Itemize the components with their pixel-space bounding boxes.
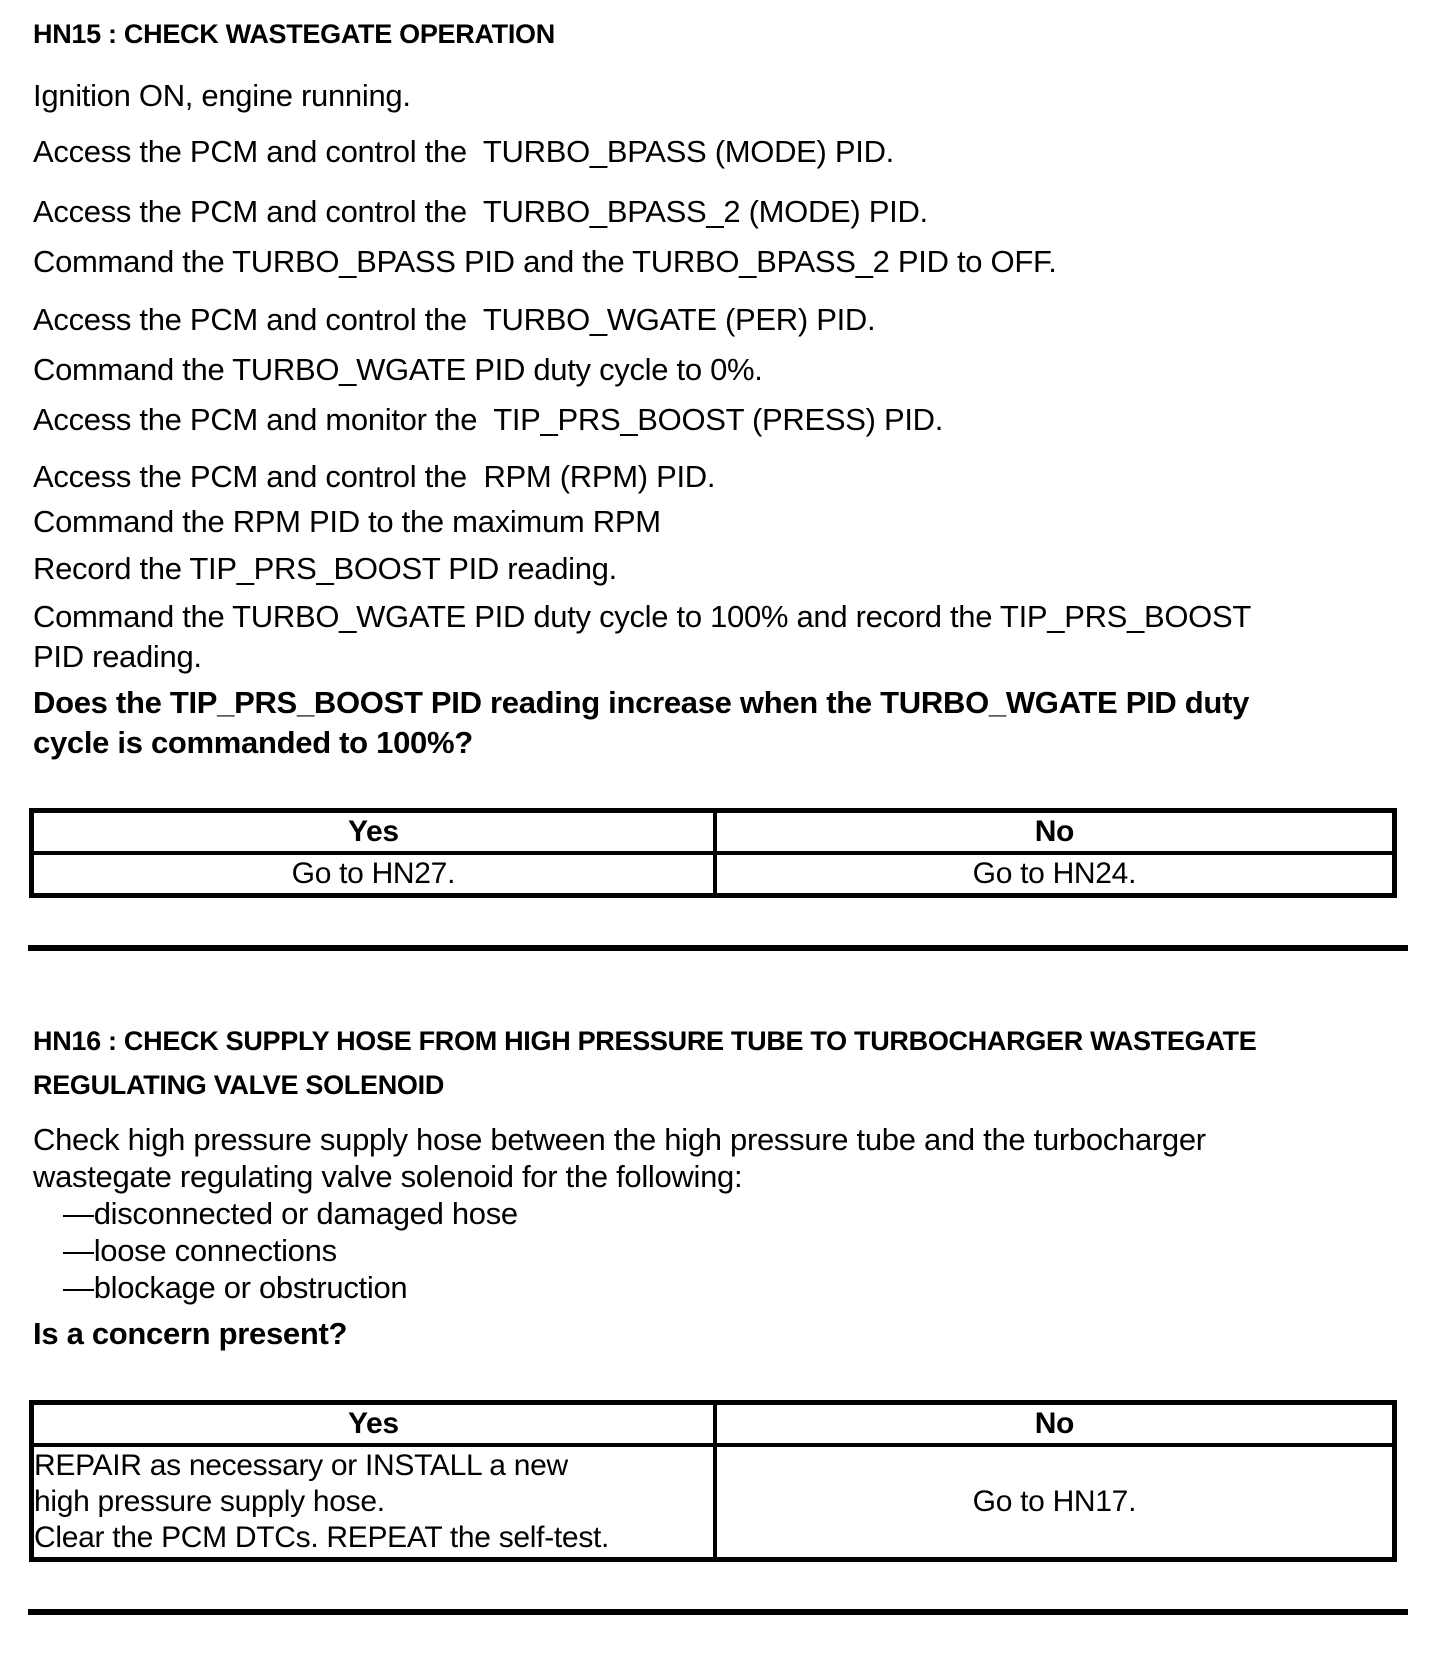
decision-table-action-row [32,1445,1395,1560]
inspection-checklist [0,1195,1456,1306]
hn16-decision-table [29,1400,1397,1562]
procedure-step: Command the TURBO_WGATE PID duty cycle to 100% and record the TIP_PRS_BOOST [33,599,1252,634]
instruction-line: Check high pressure supply hose between the high pressure tube and the turbocharger [33,1122,1206,1157]
hn15-decision-table [29,808,1397,898]
procedure-step: Command the TURBO_WGATE PID duty cycle to 0%. [33,352,763,387]
no-column-header: No [715,811,1395,854]
no-action-cell: Go to HN17. [715,1445,1395,1560]
section-title-line: REGULATING VALVE SOLENOID [33,1070,445,1100]
yes-column-header: Yes [32,811,715,854]
decision-table-header-row [32,1403,1395,1446]
decision-table-action-row [32,853,1395,896]
section-divider-rule [28,945,1408,951]
checklist-item: —disconnected or damaged hose [63,1196,518,1231]
instruction-line: wastegate regulating valve solenoid for the following: [33,1159,743,1194]
procedure-step: Access the PCM and monitor the TIP_PRS_BOOST (PRESS) PID. [33,402,944,437]
procedure-step: Record the TIP_PRS_BOOST PID reading. [33,551,617,586]
yes-action-cell: Go to HN27. [32,853,715,896]
decision-table-header-row [32,811,1395,854]
procedure-step: Ignition ON, engine running. [33,78,411,113]
no-column-header: No [715,1403,1395,1446]
procedure-step: Access the PCM and control the TURBO_BPASS_2 (MODE) PID. [33,194,928,229]
hn16-decision-question: Is a concern present? [33,1316,348,1351]
hn15-section-title: HN15 : CHECK WASTEGATE OPERATION [33,19,555,49]
procedure-step: Access the PCM and control the TURBO_BPASS (MODE) PID. [33,134,894,169]
procedure-step: Command the TURBO_BPASS PID and the TURBO_BPASS_2 PID to OFF. [33,244,1057,279]
action-line: high pressure supply hose. [34,1485,385,1518]
section-title-line: HN16 : CHECK SUPPLY HOSE FROM HIGH PRESSURE TUBE TO TURBOCHARGER WASTEGATE [33,1026,1257,1056]
question-line: Does the TIP_PRS_BOOST PID reading increase when the TURBO_WGATE PID duty [33,685,1250,720]
hn16-section-title [33,1019,1456,1107]
checklist-item: —loose connections [63,1233,337,1268]
action-line: Clear the PCM DTCs. REPEAT the self-test. [34,1521,610,1554]
procedure-step: Access the PCM and control the RPM (RPM) PID. [33,459,716,494]
question-line: cycle is commanded to 100%? [33,725,473,760]
yes-column-header: Yes [32,1403,715,1446]
no-action-cell: Go to HN24. [715,853,1395,896]
procedure-step: Access the PCM and control the TURBO_WGATE (PER) PID. [33,302,876,337]
yes-action-cell [32,1445,715,1560]
procedure-step: Command the RPM PID to the maximum RPM [33,504,661,539]
checklist-item: —blockage or obstruction [63,1270,408,1305]
hn15-decision-question [0,683,1456,763]
action-line: REPAIR as necessary or INSTALL a new [34,1449,568,1482]
procedure-step-continuation: PID reading. [33,639,202,674]
section-divider-rule [28,1609,1408,1615]
